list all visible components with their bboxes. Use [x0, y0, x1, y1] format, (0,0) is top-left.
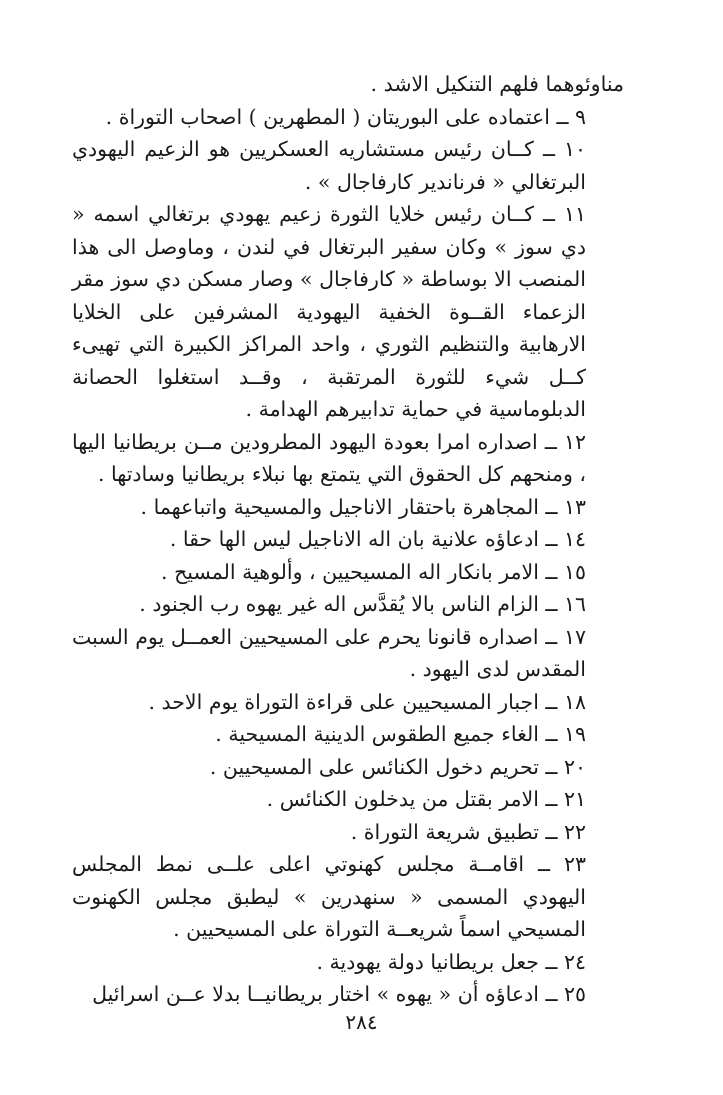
list-item-14: ١٤ ــ ادعاؤه علانية بان اله الاناجيل ليس الها حقا .: [169, 527, 586, 551]
list-item-12: ١٢ ــ اصداره امرا بعودة اليهود المطرودين مــن بريطانيا اليها ، ومنحهم كل الحقوق التي يتمتع بها نبلاء بريطانيا وسادتها .: [72, 429, 586, 486]
list-item-10: ١٠ ــ كــان رئيس مستشاريه العسكريين هو الزعيم اليهودي البرتغالي « فرناندير كارفاجال » .: [72, 137, 586, 194]
list-item-23: ٢٣ ــ اقامــة مجلس كهنوتي اعلى علــى نمط المجلس اليهودي المسمى « سنهدرين » ليطبق مجلس الكهنوت المسيحي اسماً شريعــة التوراة على المسيحيين .: [72, 852, 586, 941]
list-item-9: ٩ ــ اعتماده على البوريتان ( المطهرين ) اصحاب التوراة .: [105, 104, 586, 129]
list-item-16: ١٦ ــ الزام الناس بالا يُقدَّس اله غير يهوه رب الجنود .: [139, 592, 586, 616]
list-item-17: ١٧ ــ اصداره قانونا يحرم على المسيحيين العمــل يوم السبت المقدس لدى اليهود .: [72, 624, 586, 681]
list-item-20: ٢٠ ــ تحريم دخول الكنائس على المسيحيين .: [209, 754, 586, 779]
list-item-11: ١١ ــ كــان رئيس خلايا الثورة زعيم يهودي برتغالي اسمه « دي سوز » وكان سفير البرتغال في لندن ، وماوصل الى هذا المنصب الا بوساطة « كارفاجال » وصار مسكن دي سوز مقر الزعماء القــوة الخفية اليهودية المشرفين على الخلايا الارهابية والتنظيم الثوري ، واحد المراكز الكبيرة التي تهيىء كــل شيء للثورة المرتقبة ، وقــد استغلوا الحصانة الدبلوماسية في حماية تدابيرهم الهدامة .: [72, 202, 586, 421]
page-number: ٢٨٤: [345, 1010, 378, 1034]
list-item-24: ٢٤ ــ جعل بريطانيا دولة يهودية .: [316, 949, 586, 974]
paragraph-continuation: مناوئوهما فلهم التنكيل الاشد .: [370, 72, 624, 96]
list-item-25: ٢٥ ــ ادعاؤه أن « يهوه » اختار بريطانيــا بدلا عــن اسرائيل: [92, 982, 586, 1006]
list-item-21: ٢١ ــ الامر بقتل من يدخلون الكنائس .: [266, 787, 586, 811]
list-item-18: ١٨ ــ اجبار المسيحيين على قراءة التوراة يوم الاحد .: [148, 689, 586, 714]
body-text: [72, 68, 624, 1011]
list-item-13: ١٣ ــ المجاهرة باحتقار الاناجيل والمسيحية واتباعهما .: [140, 494, 586, 519]
list-item-22: ٢٢ ــ تطبيق شريعة التوراة .: [350, 819, 586, 844]
list-item-19: ١٩ ــ الغاء جميع الطقوس الدينية المسيحية .: [215, 722, 586, 746]
list-item-15: ١٥ ــ الامر بانكار اله المسيحيين ، وألوهية المسيح .: [161, 559, 586, 584]
